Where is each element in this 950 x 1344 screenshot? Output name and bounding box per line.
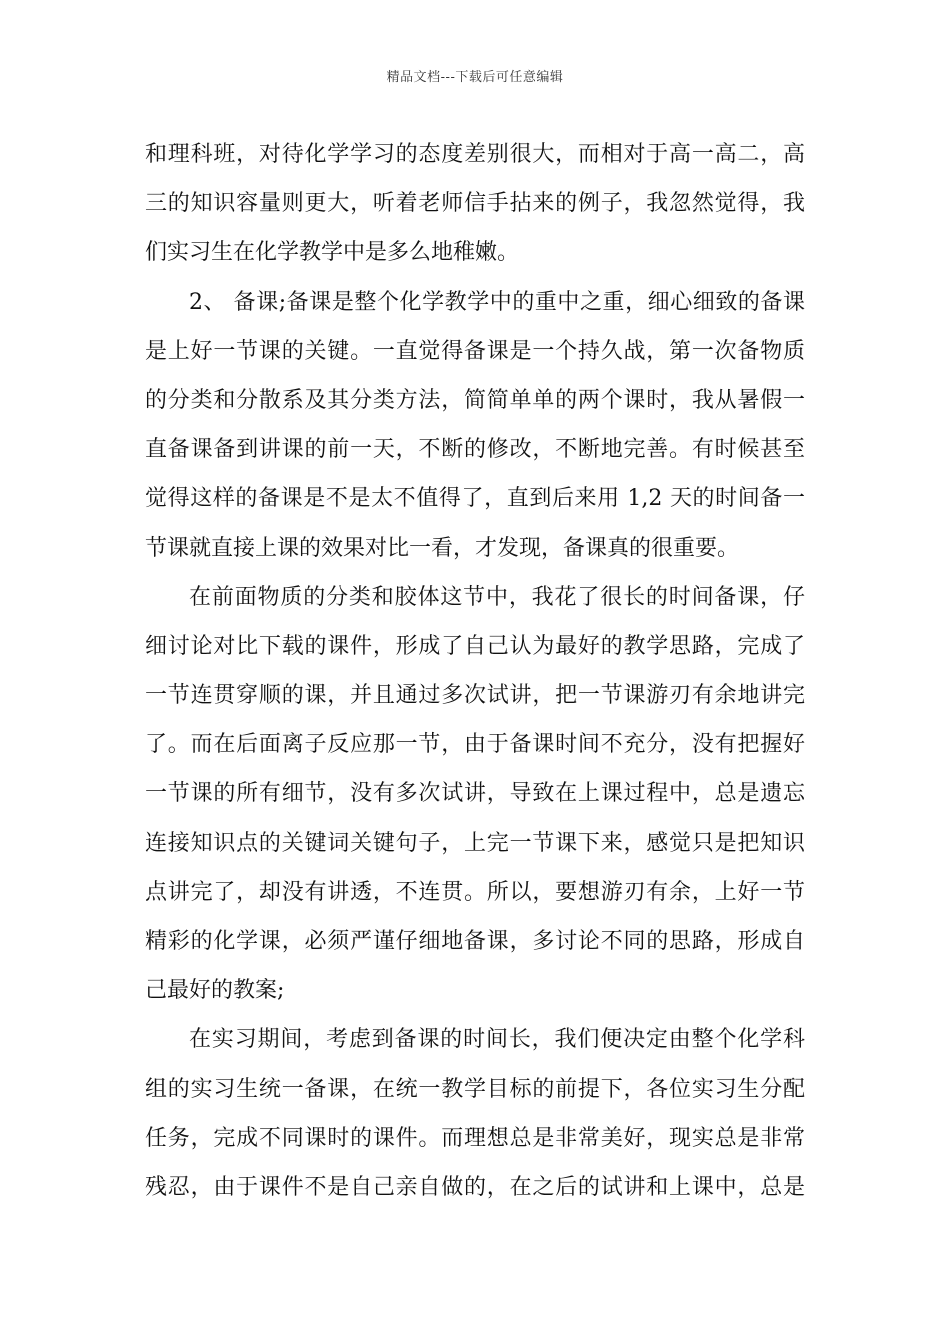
text-line: 在实习期间，考虑到备课的时间长，我们便决定由整个化学科 <box>189 1027 805 1053</box>
text-line: 己最好的教案; <box>145 978 285 1004</box>
paragraph <box>145 1015 805 1212</box>
text-line: 点讲完了，却没有讲透，不连贯。所以，要想游刃有余，上好一节 <box>145 879 805 905</box>
text-line: 一节课的所有细节，没有多次试讲，导致在上课过程中，总是遗忘 <box>145 781 805 807</box>
text-line: 了。而在后面离子反应那一节，由于备课时间不充分，没有把握好 <box>145 732 805 758</box>
document-body <box>145 130 805 1212</box>
text-line: 三的知识容量则更大，听着老师信手拈来的例子，我忽然觉得，我 <box>145 191 805 217</box>
text-line: 们实习生在化学教学中是多么地稚嫩。 <box>145 240 520 266</box>
text-line: 直备课备到讲课的前一天，不断的修改，不断地完善。有时候甚至 <box>145 437 805 463</box>
text-line: 是上好一节课的关键。一直觉得备课是一个持久战，第一次备物质 <box>145 338 805 364</box>
text-line: 的分类和分散系及其分类方法，简简单单的两个课时，我从暑假一 <box>145 387 805 413</box>
text-line: 精彩的化学课，必须严谨仔细地备课，多讨论不同的思路，形成自 <box>145 929 805 954</box>
page-header: 精品文档---下载后可任意编辑 <box>386 70 564 85</box>
text-line: 节课就直接上课的效果对比一看，才发现，备课真的很重要。 <box>145 535 740 561</box>
text-line: 2、 备课;备课是整个化学教学中的重中之重，细心细致的备课 <box>189 289 805 315</box>
text-line: 和理科班，对待化学学习的态度差别很大，而相对于高一高二，高 <box>145 142 805 167</box>
text-line: 一节连贯穿顺的课，并且通过多次试讲，把一节课游刃有余地讲完 <box>145 683 805 709</box>
text-line: 残忍，由于课件不是自己亲自做的，在之后的试讲和上课中，总是 <box>145 1174 805 1200</box>
text-line: 任务，完成不同课时的课件。而理想总是非常美好，现实总是非常 <box>145 1125 805 1151</box>
paragraph <box>145 573 805 1016</box>
text-line: 连接知识点的关键词关键句子，上完一节课下来，感觉只是把知识 <box>145 830 805 856</box>
text-line: 细讨论对比下载的课件，形成了自己认为最好的教学思路，完成了 <box>145 633 805 659</box>
paragraph <box>145 130 805 278</box>
text-line: 觉得这样的备课是不是太不值得了，直到后来用 1,2 天的时间备一 <box>145 486 805 512</box>
paragraph <box>145 278 805 573</box>
text-line: 在前面物质的分类和胶体这节中，我花了很长的时间备课，仔 <box>189 584 805 610</box>
text-line: 组的实习生统一备课，在统一教学目标的前提下，各位实习生分配 <box>145 1076 805 1102</box>
